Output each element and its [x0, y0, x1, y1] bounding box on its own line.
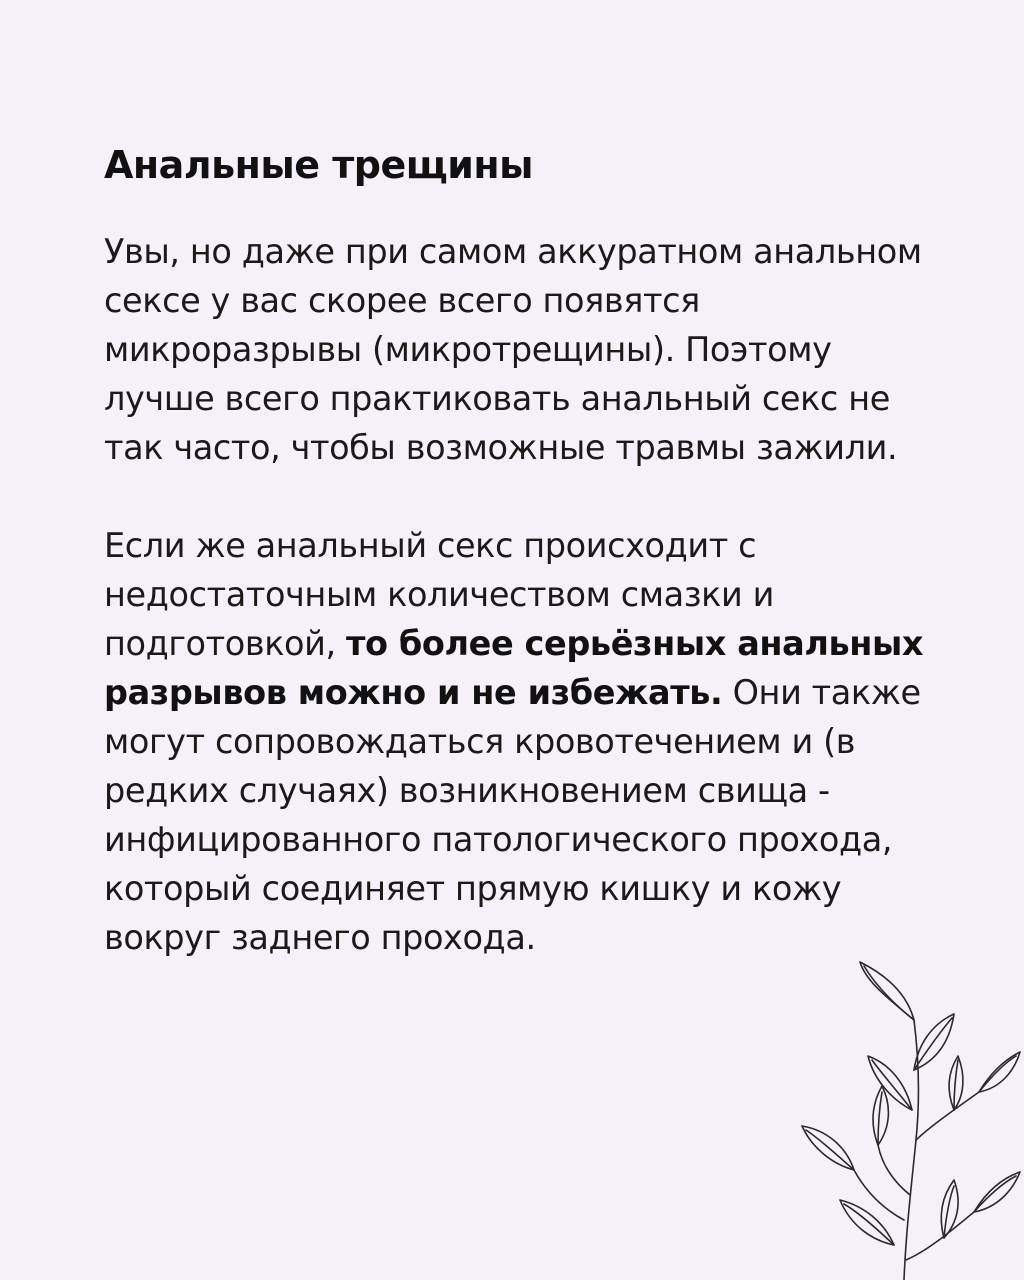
paragraph-2 — [104, 521, 934, 962]
leaf-branch-icon — [754, 960, 1024, 1280]
paragraph-2-rest: Они также могут сопровождаться кровотечением и (в редких случаях) возникновением свища - инфицированного патологического прохода, который соединяет прямую кишку и кожу вокруг заднего прохода. — [104, 673, 921, 957]
article — [104, 136, 934, 962]
paragraph-2-emphasis: то более серьёзных анальных разрывов можно и не избежать. — [104, 624, 924, 712]
page-title: Анальные трещины — [104, 143, 534, 187]
paragraph-1: Увы, но даже при самом аккуратном анальном сексе у вас скорее всего появятся микроразрывы (микротрещины). Поэтому лучше всего практиковать анальный секс не так часто, чтобы возможные травмы зажили. — [104, 232, 922, 467]
paragraph-2-intro: Если же анальный секс происходит с недостаточным количеством смазки и подготовкой, — [104, 526, 774, 663]
